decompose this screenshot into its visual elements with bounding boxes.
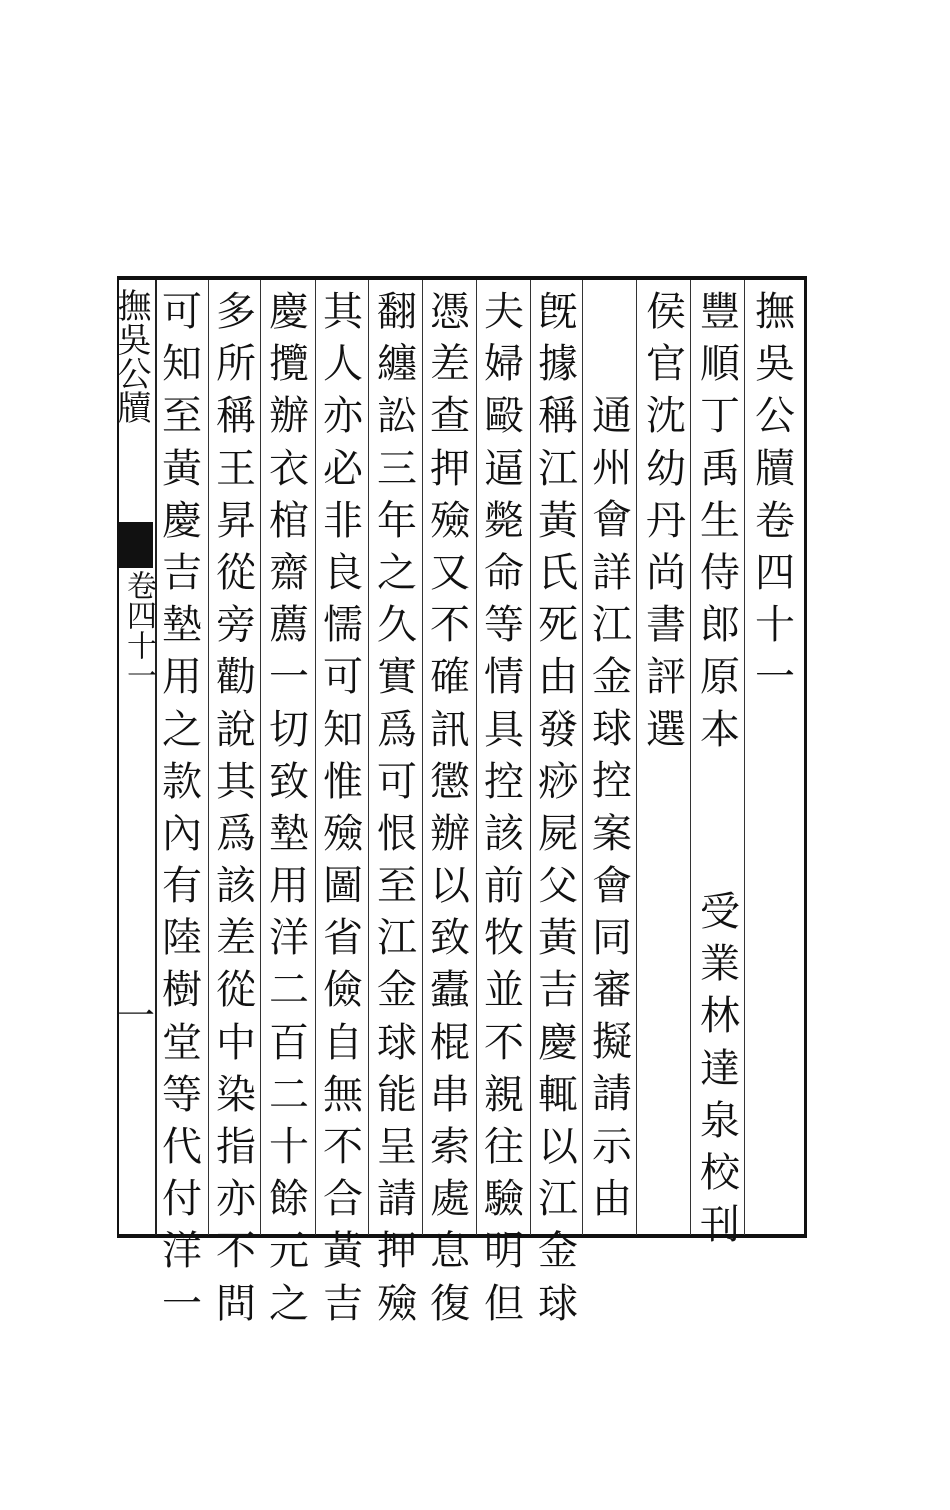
glyph: 爲 xyxy=(216,810,256,857)
glyph: 至 xyxy=(377,863,417,910)
glyph: 蠹 xyxy=(430,967,470,1014)
glyph: 刊 xyxy=(700,1202,740,1249)
glyph: 四 xyxy=(755,549,795,596)
glyph: 官 xyxy=(646,341,686,388)
glyph: 指 xyxy=(216,1124,256,1170)
glyph: 押 xyxy=(430,445,470,492)
glyph: 侯 xyxy=(646,289,686,335)
glyph: 以 xyxy=(538,1124,578,1170)
glyph: 可 xyxy=(377,758,417,805)
body-column xyxy=(159,286,205,1327)
glyph: 由 xyxy=(538,654,578,701)
leaf-number: 一 xyxy=(117,994,156,1038)
glyph: 元 xyxy=(269,1228,309,1275)
book-title: 撫吳公牘 xyxy=(111,288,151,424)
glyph: 實 xyxy=(377,654,417,701)
glyph: 付 xyxy=(162,1176,202,1223)
glyph: 黃 xyxy=(538,497,578,544)
glyph: 吉 xyxy=(538,967,578,1014)
glyph: 侍 xyxy=(700,549,740,596)
glyph: 王 xyxy=(216,445,256,492)
glyph: 殮 xyxy=(323,810,363,857)
glyph: 內 xyxy=(162,810,202,857)
glyph: 江 xyxy=(377,915,417,962)
glyph: 慶 xyxy=(269,289,309,335)
glyph: 攬 xyxy=(269,341,309,388)
volume-label-column xyxy=(112,570,158,1510)
glyph: 卷 xyxy=(755,497,795,544)
glyph: 林 xyxy=(700,993,740,1040)
glyph: 受 xyxy=(700,889,740,935)
glyph: 以 xyxy=(430,863,470,910)
editor-column xyxy=(643,286,689,1226)
glyph: 球 xyxy=(538,1280,578,1327)
column-text xyxy=(374,286,420,1330)
glyph: 十 xyxy=(755,602,795,649)
glyph: 據 xyxy=(538,341,578,388)
glyph: 憑 xyxy=(430,289,470,335)
glyph: 能 xyxy=(377,1071,417,1118)
column-rule xyxy=(368,280,369,1235)
glyph: 衣 xyxy=(269,445,309,492)
glyph: 本 xyxy=(700,706,740,753)
body-column xyxy=(535,286,581,1327)
glyph: 金 xyxy=(592,653,632,700)
glyph: 人 xyxy=(323,341,363,388)
glyph: 尚 xyxy=(646,549,686,596)
body-column xyxy=(427,286,473,1327)
glyph: 必 xyxy=(323,445,363,492)
glyph: 辦 xyxy=(430,810,470,857)
glyph: 久 xyxy=(377,602,417,649)
glyph: 問 xyxy=(216,1280,256,1327)
glyph: 氏 xyxy=(538,549,578,596)
column-rule xyxy=(582,280,583,1235)
glyph: 江 xyxy=(592,601,632,648)
glyph: 昇 xyxy=(216,497,256,544)
glyph: 校 xyxy=(700,1149,740,1196)
author-column xyxy=(697,286,743,1249)
glyph: 評 xyxy=(646,654,686,701)
glyph: 達 xyxy=(700,1045,740,1092)
glyph: 詳 xyxy=(592,549,632,596)
glyph: 致 xyxy=(430,915,470,962)
body-column xyxy=(481,286,527,1327)
glyph: 陸 xyxy=(162,915,202,962)
glyph: 亦 xyxy=(323,393,363,440)
body-column xyxy=(320,286,366,1327)
glyph: 生 xyxy=(700,497,740,544)
glyph: 訟 xyxy=(377,393,417,440)
column-text xyxy=(535,286,581,1330)
glyph: 牧 xyxy=(484,915,524,962)
glyph: 纏 xyxy=(377,341,417,388)
glyph: 有 xyxy=(162,863,202,910)
glyph: 不 xyxy=(216,1228,256,1275)
glyph: 屍 xyxy=(538,810,578,857)
glyph: 勸 xyxy=(216,654,256,701)
glyph: 黃 xyxy=(162,445,202,492)
glyph: 禹 xyxy=(700,445,740,492)
glyph: 毆 xyxy=(484,393,524,440)
glyph: 死 xyxy=(538,602,578,649)
glyph: 棍 xyxy=(430,1019,470,1066)
glyph: 樹 xyxy=(162,967,202,1014)
column-text xyxy=(266,286,312,1330)
glyph: 亦 xyxy=(216,1176,256,1223)
glyph: 之 xyxy=(377,549,417,596)
glyph: 索 xyxy=(430,1124,470,1170)
column-rule xyxy=(208,280,209,1235)
editor-credit xyxy=(697,886,743,1251)
glyph: 該 xyxy=(216,863,256,910)
glyph: 用 xyxy=(162,654,202,701)
glyph: 之 xyxy=(162,706,202,753)
glyph: 十 xyxy=(269,1124,309,1170)
glyph: 翻 xyxy=(377,289,417,335)
glyph: 之 xyxy=(269,1280,309,1327)
glyph: 通 xyxy=(592,393,632,439)
body-column xyxy=(266,286,312,1327)
glyph: 辦 xyxy=(269,393,309,440)
glyph: 墊 xyxy=(269,810,309,857)
glyph: 會 xyxy=(592,497,632,544)
column-text xyxy=(159,286,205,1330)
column-rule xyxy=(422,280,423,1235)
glyph: 夫 xyxy=(484,289,524,335)
glyph: 一 xyxy=(162,1280,202,1327)
glyph: 從 xyxy=(216,549,256,596)
column-text xyxy=(213,286,259,1330)
glyph: 差 xyxy=(430,341,470,388)
glyph: 控 xyxy=(484,758,524,805)
glyph: 堂 xyxy=(162,1019,202,1066)
glyph: 輒 xyxy=(538,1071,578,1118)
glyph: 發 xyxy=(538,706,578,753)
glyph: 圖 xyxy=(323,863,363,910)
glyph: 串 xyxy=(430,1071,470,1118)
glyph: 百 xyxy=(269,1019,309,1066)
glyph: 呈 xyxy=(377,1124,417,1170)
glyph: 球 xyxy=(377,1019,417,1066)
column-rule xyxy=(260,280,261,1235)
glyph: 命 xyxy=(484,549,524,596)
glyph: 往 xyxy=(484,1124,524,1170)
glyph: 順 xyxy=(700,341,740,388)
glyph: 由 xyxy=(592,1175,632,1222)
glyph: 押 xyxy=(377,1228,417,1275)
glyph: 三 xyxy=(377,445,417,492)
glyph: 查 xyxy=(430,393,470,440)
glyph: 致 xyxy=(269,758,309,805)
glyph: 州 xyxy=(592,445,632,492)
glyph: 墊 xyxy=(162,602,202,649)
glyph: 等 xyxy=(162,1071,202,1118)
glyph: 選 xyxy=(646,706,686,753)
glyph: 撫 xyxy=(755,289,795,335)
glyph: 洋 xyxy=(269,915,309,962)
glyph: 可 xyxy=(323,654,363,701)
glyph: 控 xyxy=(592,758,632,805)
glyph: 確 xyxy=(430,654,470,701)
glyph: 郎 xyxy=(700,602,740,649)
glyph: 中 xyxy=(216,1019,256,1066)
glyph: 慶 xyxy=(162,497,202,544)
glyph: 差 xyxy=(216,915,256,962)
glyph: 爲 xyxy=(377,706,417,753)
glyph: 切 xyxy=(269,706,309,753)
glyph: 驗 xyxy=(484,1176,524,1223)
glyph: 恨 xyxy=(377,810,417,857)
glyph: 可 xyxy=(162,289,202,335)
title-column xyxy=(752,286,798,1226)
glyph: 明 xyxy=(484,1228,524,1275)
glyph: 幼 xyxy=(646,445,686,492)
glyph: 其 xyxy=(216,758,256,805)
glyph: 吉 xyxy=(162,549,202,596)
glyph: 業 xyxy=(700,941,740,988)
glyph: 吉 xyxy=(323,1280,363,1327)
glyph: 公 xyxy=(755,393,795,440)
column-text xyxy=(643,286,689,756)
glyph: 二 xyxy=(269,1071,309,1118)
glyph: 具 xyxy=(484,706,524,753)
glyph: 慶 xyxy=(538,1019,578,1066)
glyph: 前 xyxy=(484,863,524,910)
glyph: 復 xyxy=(430,1280,470,1327)
column-rule xyxy=(530,280,531,1235)
column-text xyxy=(589,390,635,1225)
glyph: 豐 xyxy=(700,289,740,335)
glyph: 齋 xyxy=(269,549,309,596)
glyph: 殮 xyxy=(430,497,470,544)
glyph: 書 xyxy=(646,602,686,649)
glyph: 款 xyxy=(162,758,202,805)
glyph: 原 xyxy=(700,654,740,701)
glyph: 無 xyxy=(323,1071,363,1118)
column-text xyxy=(427,286,473,1330)
glyph: 黃 xyxy=(538,915,578,962)
heading-column xyxy=(589,390,635,1330)
glyph: 並 xyxy=(484,967,524,1014)
glyph: 案 xyxy=(592,810,632,857)
glyph: 旁 xyxy=(216,602,256,649)
glyph: 知 xyxy=(323,706,363,753)
glyph: 稱 xyxy=(216,393,256,440)
glyph: 等 xyxy=(484,602,524,649)
glyph: 至 xyxy=(162,393,202,440)
glyph: 餘 xyxy=(269,1176,309,1223)
glyph: 擬 xyxy=(592,1019,632,1066)
glyph: 非 xyxy=(323,497,363,544)
volume-label: 卷四十一 xyxy=(121,570,156,690)
glyph: 不 xyxy=(323,1124,363,1170)
glyph: 情 xyxy=(484,654,524,701)
column-rule xyxy=(315,280,316,1235)
glyph: 懦 xyxy=(323,602,363,649)
glyph: 其 xyxy=(323,289,363,335)
glyph: 痧 xyxy=(538,758,578,805)
glyph: 自 xyxy=(323,1019,363,1066)
glyph: 江 xyxy=(538,1176,578,1223)
glyph: 訊 xyxy=(430,706,470,753)
glyph: 染 xyxy=(216,1071,256,1118)
glyph: 該 xyxy=(484,810,524,857)
column-text xyxy=(320,286,366,1330)
glyph: 合 xyxy=(323,1176,363,1223)
glyph: 省 xyxy=(323,915,363,962)
glyph: 一 xyxy=(269,654,309,701)
glyph: 不 xyxy=(484,1019,524,1066)
glyph: 金 xyxy=(538,1228,578,1275)
glyph: 婦 xyxy=(484,341,524,388)
glyph: 儉 xyxy=(323,967,363,1014)
column-rule xyxy=(636,280,637,1235)
glyph: 同 xyxy=(592,914,632,961)
glyph: 一 xyxy=(755,654,795,701)
glyph: 處 xyxy=(430,1176,470,1223)
glyph: 審 xyxy=(592,967,632,1014)
glyph: 牘 xyxy=(755,445,795,492)
glyph: 洋 xyxy=(162,1228,202,1275)
glyph: 斃 xyxy=(484,497,524,544)
body-column xyxy=(213,286,259,1327)
glyph: 用 xyxy=(269,863,309,910)
glyph: 請 xyxy=(377,1176,417,1223)
glyph: 懲 xyxy=(430,758,470,805)
glyph: 代 xyxy=(162,1124,202,1170)
glyph: 說 xyxy=(216,706,256,753)
column-text xyxy=(752,286,798,704)
glyph: 吳 xyxy=(755,341,795,388)
glyph: 江 xyxy=(538,445,578,492)
glyph: 但 xyxy=(484,1280,524,1327)
glyph: 沈 xyxy=(646,393,686,440)
fold-mark xyxy=(117,522,153,568)
glyph: 球 xyxy=(592,706,632,753)
glyph: 所 xyxy=(216,341,256,388)
body-column xyxy=(374,286,420,1327)
column-text xyxy=(697,286,743,756)
glyph: 父 xyxy=(538,863,578,910)
glyph: 年 xyxy=(377,497,417,544)
glyph: 會 xyxy=(592,862,632,909)
glyph: 丹 xyxy=(646,497,686,544)
glyph: 逼 xyxy=(484,445,524,492)
glyph: 旣 xyxy=(538,289,578,335)
column-rule xyxy=(476,280,477,1235)
glyph: 惟 xyxy=(323,758,363,805)
glyph: 棺 xyxy=(269,497,309,544)
glyph: 從 xyxy=(216,967,256,1014)
column-rule xyxy=(690,280,691,1235)
glyph: 又 xyxy=(430,549,470,596)
glyph: 稱 xyxy=(538,393,578,440)
glyph: 殮 xyxy=(377,1280,417,1327)
glyph: 不 xyxy=(430,602,470,649)
glyph: 親 xyxy=(484,1071,524,1118)
glyph: 多 xyxy=(216,289,256,335)
glyph: 良 xyxy=(323,549,363,596)
glyph: 泉 xyxy=(700,1097,740,1144)
column-rule xyxy=(744,280,745,1235)
glyph: 示 xyxy=(592,1123,632,1170)
column-text xyxy=(481,286,527,1330)
glyph: 黃 xyxy=(323,1228,363,1275)
glyph: 息 xyxy=(430,1228,470,1275)
glyph: 二 xyxy=(269,967,309,1014)
glyph: 薦 xyxy=(269,602,309,649)
glyph: 丁 xyxy=(700,393,740,440)
glyph: 金 xyxy=(377,967,417,1014)
glyph: 請 xyxy=(592,1071,632,1118)
glyph: 知 xyxy=(162,341,202,388)
